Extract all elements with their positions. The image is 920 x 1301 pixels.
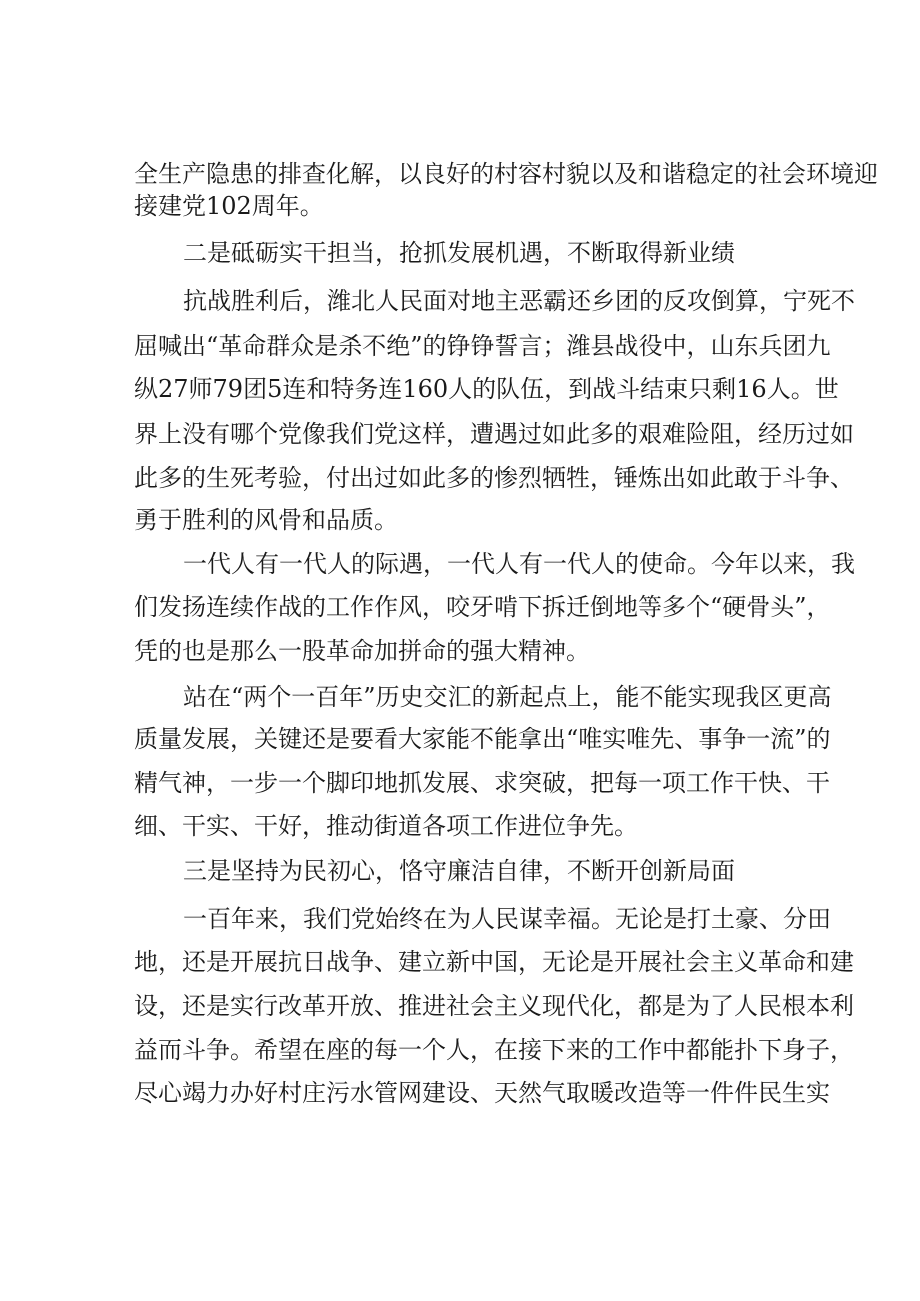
text-line: 站在“两个一百年”历史交汇的新起点上，能不能实现我区更高 — [183, 683, 832, 711]
text-line: 地，还是开展抗日战争、建立新中国，无论是开展社会主义革命和建 — [134, 948, 854, 976]
text-line: 纵27师79团5连和特务连160人的队伍，到战斗结束只剩16人。世 — [134, 375, 839, 403]
text-line: 界上没有哪个党像我们党这样，遭遇过如此多的艰难险阻，经历过如 — [134, 420, 854, 448]
text-line: 们发扬连续作战的工作作风，咬牙啃下拆迁倒地等多个“硬骨头”， — [134, 593, 831, 621]
text-line: 一代人有一代人的际遇，一代人有一代人的使命。今年以来，我 — [183, 550, 855, 578]
text-line: 一百年来，我们党始终在为人民谋幸福。无论是打土豪、分田 — [183, 905, 831, 933]
section-heading: 三是坚持为民初心，恪守廉洁自律，不断开创新局面 — [183, 857, 735, 885]
section-heading: 二是砥砺实干担当，抢抓发展机遇，不断取得新业绩 — [183, 239, 735, 267]
text-line: 细、干实、干好，推动街道各项工作进位争先。 — [134, 812, 638, 840]
text-line: 全生产隐患的排查化解，以良好的村容村貌以及和谐稳定的社会环境迎 — [134, 160, 878, 188]
text-line: 质量发展，关键还是要看大家能不能拿出“唯实唯先、事争一流”的 — [134, 725, 831, 753]
text-line: 益而斗争。希望在座的每一个人，在接下来的工作中都能扑下身子， — [134, 1036, 854, 1064]
text-line: 勇于胜利的风骨和品质。 — [134, 506, 398, 534]
text-line: 接建党102周年。 — [134, 192, 324, 220]
text-line: 屈喊出“革命群众是杀不绝”的铮铮誓言；潍县战役中，山东兵团九 — [134, 332, 831, 360]
text-line: 精气神，一步一个脚印地抓发展、求突破，把每一项工作干快、干 — [134, 769, 830, 797]
text-line: 设，还是实行改革开放、推进社会主义现代化，都是为了人民根本利 — [134, 992, 854, 1020]
text-line: 此多的生死考验，付出过如此多的惨烈牺牲，锤炼出如此敢于斗争、 — [134, 464, 854, 492]
text-line: 凭的也是那么一股革命加拼命的强大精神。 — [134, 637, 590, 665]
text-line: 尽心竭力办好村庄污水管网建设、天然气取暖改造等一件件民生实 — [134, 1079, 830, 1107]
text-line: 抗战胜利后，潍北人民面对地主恶霸还乡团的反攻倒算，宁死不 — [183, 287, 855, 315]
